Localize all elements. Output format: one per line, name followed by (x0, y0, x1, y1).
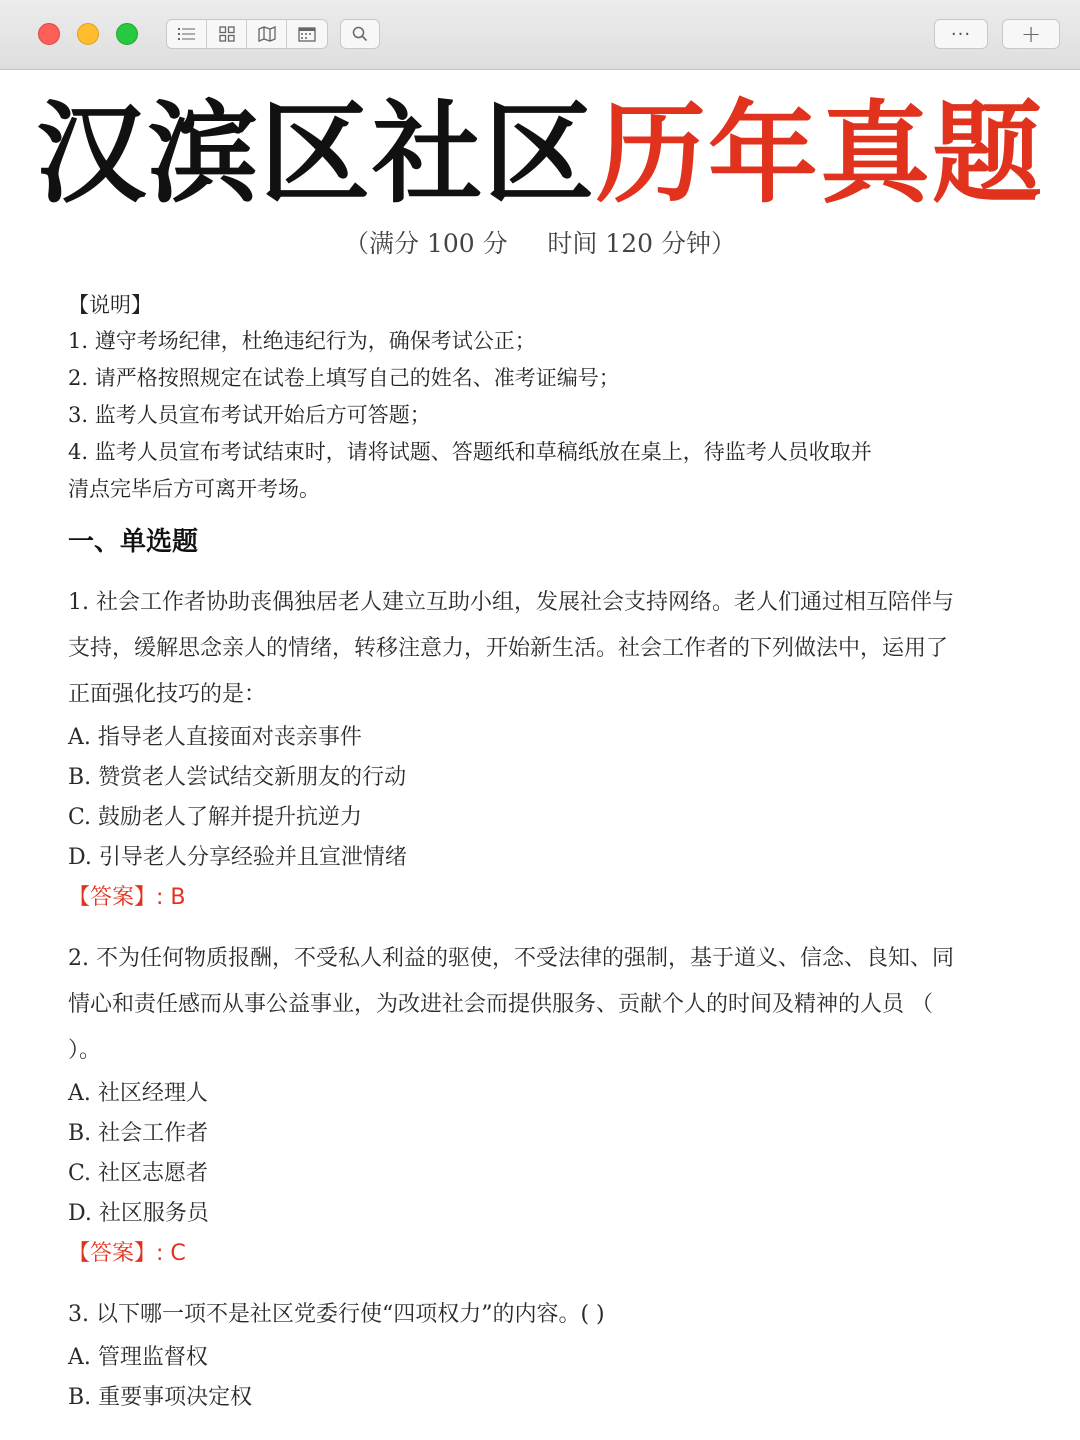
grid-icon (218, 25, 236, 43)
calendar-view-button[interactable] (287, 20, 327, 48)
instructions-heading: 【说明】 (68, 293, 152, 317)
question-option: B. 赞赏老人尝试结交新朋友的行动 (68, 765, 407, 790)
title-red-part: 历年真题 (596, 90, 1044, 218)
answer-label: 【答案】: B (68, 885, 186, 910)
instruction-item: 清点完毕后方可离开考场。 (68, 477, 320, 501)
list-view-button[interactable] (167, 20, 207, 48)
window-toolbar (0, 0, 1080, 70)
instruction-item: 1. 遵守考场纪律，杜绝违纪行为，确保考试公正； (68, 329, 536, 353)
question-option: D. 社区服务员 (68, 1201, 209, 1226)
question-text: 2. 不为任何物质报酬，不受私人利益的驱使，不受法律的强制，基于道义、信念、良知、同情心和责任感而从事公益事业，为改进社会而提供服务、贡献个人的时间及精神的人员 （ ）。 (68, 946, 954, 1063)
add-button[interactable]: + (1002, 19, 1060, 49)
question-option: B. 社会工作者 (68, 1121, 209, 1146)
instruction-item: 3. 监考人员宣布考试开始后方可答题； (68, 403, 431, 427)
list-icon (177, 26, 197, 42)
map-icon (257, 25, 277, 43)
close-window-button[interactable] (38, 23, 60, 45)
question-option: A. 指导老人直接面对丧亲事件 (68, 725, 362, 750)
search-icon (351, 25, 369, 43)
question-option: A. 社区经理人 (68, 1081, 208, 1106)
question-option: C. 鼓励老人了解并提升抗逆力 (68, 805, 363, 830)
section-title: 一、单选题 (68, 527, 199, 557)
calendar-icon (297, 25, 317, 43)
page-title (0, 84, 1080, 224)
question-option: B. 重要事项决定权 (68, 1385, 253, 1410)
question-option: C. 社区志愿者 (68, 1161, 209, 1186)
map-view-button[interactable] (247, 20, 287, 48)
question-text: 3. 以下哪一项不是社区党委行使“四项权力”的内容。( ) (68, 1302, 605, 1327)
question-option: A. 管理监督权 (68, 1345, 208, 1370)
exam-info: （满分 100 分 时间 120 分钟） (344, 229, 736, 258)
view-mode-group (166, 19, 328, 49)
search-button[interactable] (340, 19, 380, 49)
zoom-window-button[interactable] (116, 23, 138, 45)
minimize-window-button[interactable] (77, 23, 99, 45)
exam-document (68, 287, 968, 1418)
answer-label: 【答案】: C (68, 1241, 186, 1266)
instruction-item: 4. 监考人员宣布考试结束时，请将试题、答题纸和草稿纸放在桌上，待监考人员收取并 (68, 440, 872, 464)
more-options-button[interactable]: ··· (934, 19, 988, 49)
question-option: D. 引导老人分享经验并且宣泄情绪 (68, 845, 407, 870)
title-black-part: 汉滨区社区 (36, 90, 596, 218)
question-text: 1. 社会工作者协助丧偶独居老人建立互助小组，发展社会支持网络。老人们通过相互陪伴与支持，缓解思念亲人的情绪，转移注意力，开始新生活。社会工作者的下列做法中，运用了正面强化技巧的是： (68, 590, 954, 707)
grid-view-button[interactable] (207, 20, 247, 48)
instruction-item: 2. 请严格按照规定在试卷上填写自己的姓名、准考证编号； (68, 366, 620, 390)
